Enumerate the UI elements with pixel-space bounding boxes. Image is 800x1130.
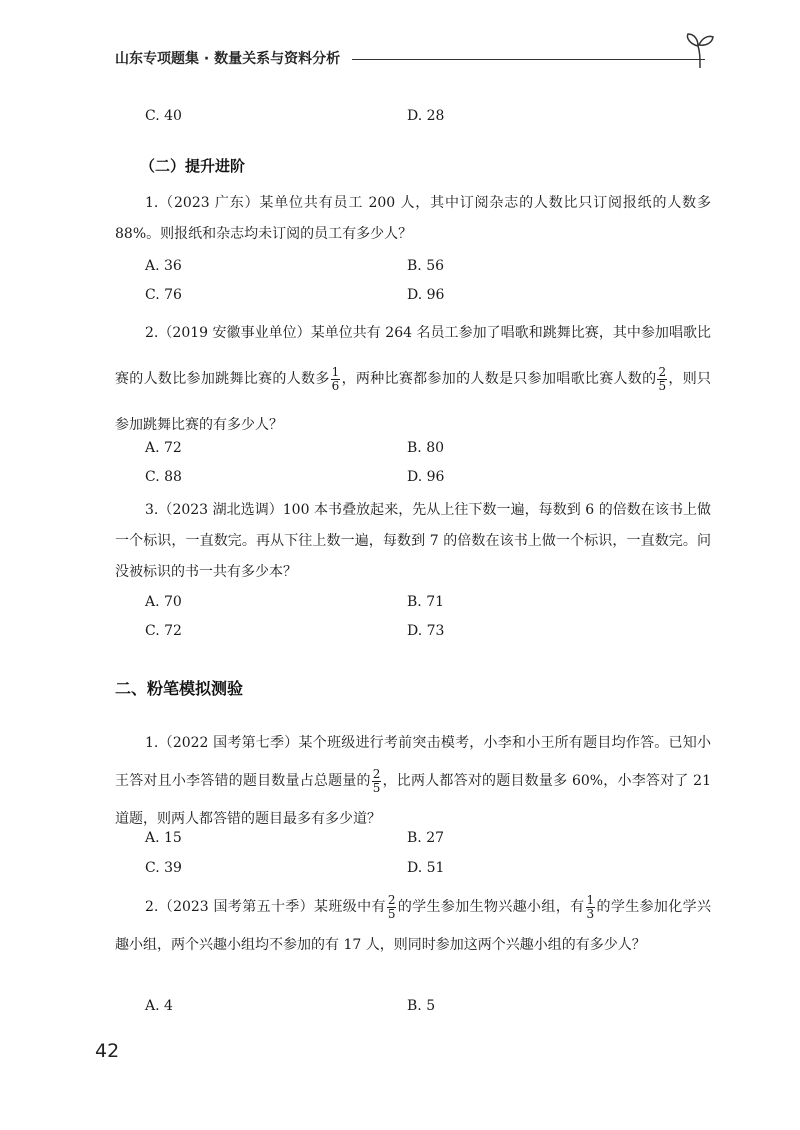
sprout-icon <box>682 30 718 70</box>
header-title: 山东专项题集 · 数量关系与资料分析 <box>115 51 341 67</box>
running-header <box>115 44 705 72</box>
option-b: B. 80 <box>407 440 445 456</box>
option-b: B. 56 <box>407 258 445 274</box>
question-2: 2.（2019 安徽事业单位）某单位共有 264 名员工参加了唱歌和跳舞比赛，其中参加唱歌比赛的人数比参加跳舞比赛的人数多 $\frac{1}{6}$ ，两种比赛都参加的人数是只参加唱歌比赛人数的 $\frac{2}{5}$ ，则只参加跳舞比赛的有多少人？ <box>115 325 712 433</box>
option-row <box>145 469 705 485</box>
option-row <box>145 440 705 456</box>
option-c: C. 72 <box>145 623 182 639</box>
option-b: B. 71 <box>407 594 445 610</box>
option-c: C. 40 <box>145 108 182 124</box>
question-3: 3.（2023 湖北选调）100 本书叠放起来，先从上往下数一遍，每数到 6 的倍数在该书上做一个标识，一直数完。再从下往上数一遍，每数到 7 的倍数在该书上做一个标识，一直数完。问没被标识的书一共有多少本？ <box>115 502 711 580</box>
option-a: A. 4 <box>145 998 173 1014</box>
question-1: 1.（2023 广东）某单位共有员工 200 人，其中订阅杂志的人数比只订阅报纸的人数多 88%。则报纸和杂志均未订阅的员工有多少人？ <box>115 195 711 242</box>
option-a: A. 15 <box>145 830 182 846</box>
option-a: A. 36 <box>145 258 182 274</box>
option-b: B. 27 <box>407 830 445 846</box>
section-title-advanced: （二）提升进阶 <box>140 157 246 175</box>
option-d: D. 96 <box>407 469 445 485</box>
option-row <box>145 258 705 274</box>
option-d: D. 28 <box>407 108 445 124</box>
option-row <box>145 830 705 846</box>
section-title-mock: 二、粉笔模拟测验 <box>115 679 244 698</box>
option-d: D. 73 <box>407 623 445 639</box>
option-a: A. 72 <box>145 440 182 456</box>
fraction: $\frac{1}{3}$ <box>586 892 595 921</box>
option-row <box>145 998 705 1014</box>
header-rule <box>352 59 705 60</box>
option-a: A. 70 <box>145 594 182 610</box>
option-row <box>145 108 705 124</box>
option-c: C. 88 <box>145 469 182 485</box>
option-c: C. 39 <box>145 860 182 876</box>
fraction: $\frac{2}{5}$ <box>387 892 396 921</box>
mock-question-2: 2.（2023 国考第五十季）某班级中有 $\frac{2}{5}$ 的学生参加生物兴趣小组，有 $\frac{1}{3}$ 的学生参加化学兴趣小组，两个兴趣小组均不参加的有 17 人，则同时参加这两个兴趣小组的有多少人？ <box>115 892 712 953</box>
option-c: C. 76 <box>145 287 182 303</box>
option-b: B. 5 <box>407 998 436 1014</box>
option-d: D. 96 <box>407 287 445 303</box>
mock-question-1: 1.（2022 国考第七季）某个班级进行考前突击模考，小李和小王所有题目均作答。已知小王答对且小李答错的题目数量占总题量的 $\frac{2}{5}$ ，比两人都答对的题目数量多 60%，小李答对了 21 道题，则两人都答错的题目最多有多少道？ <box>115 735 711 827</box>
option-row <box>145 623 705 639</box>
option-row <box>145 594 705 610</box>
fraction: $\frac{1}{6}$ <box>331 364 340 393</box>
option-row <box>145 860 705 876</box>
page-number: 42 <box>95 1040 120 1062</box>
option-row <box>145 287 705 303</box>
option-d: D. 51 <box>407 860 445 876</box>
fraction: $\frac{2}{5}$ <box>658 364 667 393</box>
fraction: $\frac{2}{5}$ <box>372 766 381 795</box>
